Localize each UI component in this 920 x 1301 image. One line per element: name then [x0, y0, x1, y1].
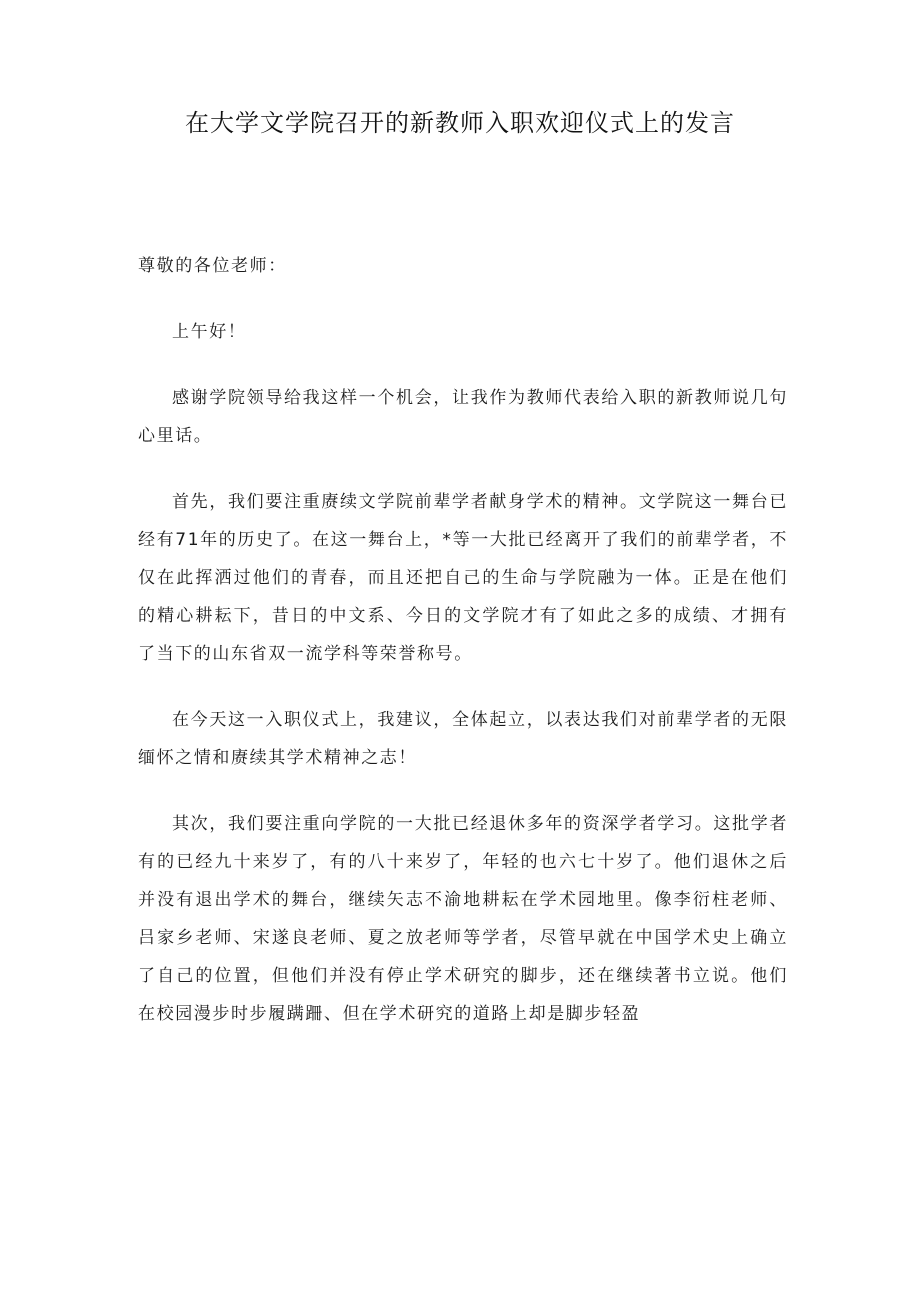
paragraph-3: 在今天这一入职仪式上，我建议，全体起立，以表达我们对前辈学者的无限缅怀之情和赓续其学术精神之志！: [138, 710, 788, 768]
paragraph-2: 首先，我们要注重赓续文学院前辈学者献身学术的精神。文学院这一舞台已经有71年的历史了。在这一舞台上，*等一大批已经离开了我们的前辈学者，不仅在此挥洒过他们的青春，而且还把自己的生命与学院融为一体。正是在他们的精心耕耘下，昔日的中文系、今日的文学院才有了如此之多的成绩、才拥有了当下的山东省双一流学科等荣誉称号。: [138, 492, 788, 664]
document-body: [138, 247, 788, 1061]
paragraph-1: 感谢学院领导给我这样一个机会，让我作为教师代表给入职的新教师说几句心里话。: [138, 388, 788, 446]
paragraph-4: 其次，我们要注重向学院的一大批已经退休多年的资深学者学习。这批学者有的已经九十来岁了，有的八十来岁了，年轻的也六七十岁了。他们退休之后并没有退出学术的舞台，继续矢志不渝地耕耘在学术园地里。像李衍柱老师、吕家乡老师、宋遂良老师、夏之放老师等学者，尽管早就在中国学术史上确立了自己的位置，但他们并没有停止学术研究的脚步，还在继续著书立说。他们在校园漫步时步履蹒跚、但在学术研究的道路上却是脚步轻盈: [138, 814, 788, 1024]
salutation: 尊敬的各位老师：: [138, 256, 287, 276]
document-title: 在大学文学院召开的新教师入职欢迎仪式上的发言: [185, 109, 735, 137]
greeting: 上午好！: [172, 322, 247, 342]
